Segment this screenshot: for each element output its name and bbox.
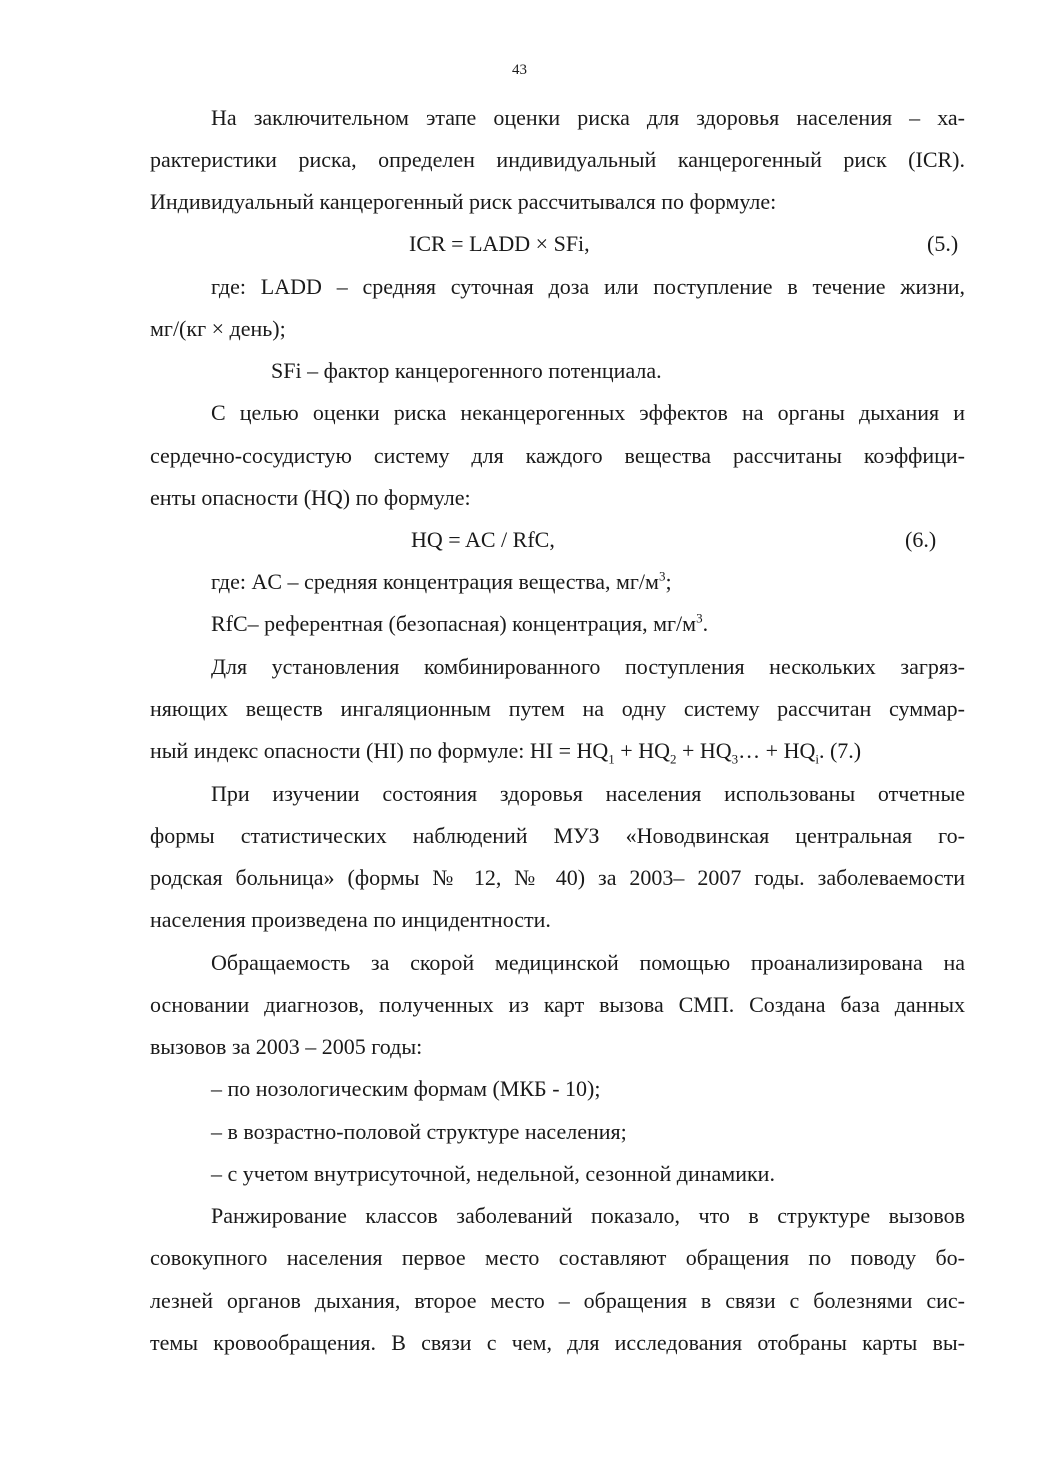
paragraph-3-line-1: Для установления комбинированного поступления нескольких загряз- [211, 654, 965, 679]
formula-7-number: . (7.) [818, 738, 862, 763]
paragraph-4-line-2: формы статистических наблюдений МУЗ «Новодвинская центральная го- [150, 823, 965, 848]
list-item: – в возрастно-половой структуре населения; [211, 1119, 627, 1144]
paragraph-4-line-1: При изучении состояния здоровья населения использованы отчетные [211, 781, 965, 806]
definition-ladd: где: LADD – средняя суточная доза или поступление в течение жизни, [211, 274, 965, 299]
formula-7-term: + HQ [614, 738, 670, 763]
definition-rfc [211, 611, 1026, 637]
paragraph-6-line-1: Ранжирование классов заболеваний показало, что в структуре вызовов [211, 1203, 965, 1228]
paragraph-6-line-3: лезней органов дыхания, второе место – обращения в связи с болезнями сис- [150, 1288, 965, 1313]
subscript-i: i [815, 751, 819, 767]
formula-7-term: … + HQ [738, 738, 816, 763]
definition-ac [211, 569, 1026, 595]
paragraph-6-line-4: темы кровообращения. В связи с чем, для исследования отобраны карты вы- [150, 1330, 965, 1355]
paragraph-4-line-4: населения произведена по инцидентности. [150, 907, 551, 932]
formula-5-number: (5.) [927, 231, 959, 256]
paragraph-4-line-3: родская больница» (формы № 12, № 40) за 2003– 2007 годы. заболеваемости [150, 865, 965, 890]
paragraph-5-line-2: основании диагнозов, полученных из карт вызова СМП. Создана база данных [150, 992, 965, 1017]
superscript-3: 3 [696, 610, 703, 626]
definition-ladd-units: мг/(кг × день); [150, 316, 286, 341]
subscript-3: 3 [731, 751, 739, 767]
paragraph-3-line-2: няющих веществ ингаляционным путем на одну систему рассчитан суммар- [150, 696, 965, 721]
paragraph-1-line-3: Индивидуальный канцерогенный риск рассчитывался по формуле: [150, 189, 777, 214]
list-item: – по нозологическим формам (МКБ - 10); [211, 1076, 601, 1101]
formula-6-text: HQ = AC / RfC, [411, 527, 555, 552]
paragraph-1-line-2: рактеристики риска, определен индивидуальный канцерогенный риск (ICR). [150, 147, 965, 172]
page-number: 43 [512, 62, 527, 78]
subscript-1: 1 [608, 751, 615, 767]
paragraph-2-line-2: сердечно-сосудистую систему для каждого вещества рассчитаны коэффици- [150, 443, 965, 468]
formula-7-lead: ный индекс опасности (HI) по формуле: HI = HQ [150, 738, 609, 763]
paragraph-1-line-1: На заключительном этапе оценки риска для здоровья населения – ха- [211, 105, 965, 130]
formula-7-term: + HQ [676, 738, 732, 763]
list-item: – с учетом внутрисуточной, недельной, сезонной динамики. [211, 1161, 775, 1186]
definition-sfi: SFi – фактор канцерогенного потенциала. [271, 358, 662, 383]
paragraph-2-line-1: С целью оценки риска неканцерогенных эффектов на органы дыхания и [211, 400, 965, 425]
paragraph-6-line-2: совокупного населения первое место составляют обращения по поводу бо- [150, 1245, 965, 1270]
definition-rfc-text: RfC– референтная (безопасная) концентрация, мг/м [211, 611, 697, 636]
formula-6-number: (6.) [905, 527, 937, 552]
paragraph-2-line-3: енты опасности (HQ) по формуле: [150, 485, 471, 510]
subscript-2: 2 [669, 751, 677, 767]
definition-ac-end: ; [665, 569, 672, 594]
paragraph-5-line-1: Обращаемость за скорой медицинской помощью проанализирована на [211, 950, 965, 975]
definition-ac-text: где: AC – средняя концентрация вещества, мг/м [211, 569, 659, 594]
paragraph-3-line-3 [150, 738, 965, 767]
paragraph-5-line-3: вызовов за 2003 – 2005 годы: [150, 1034, 423, 1059]
superscript-3: 3 [658, 568, 666, 584]
formula-5-text: ICR = LADD × SFi, [409, 231, 590, 256]
definition-rfc-end: . [702, 611, 709, 636]
